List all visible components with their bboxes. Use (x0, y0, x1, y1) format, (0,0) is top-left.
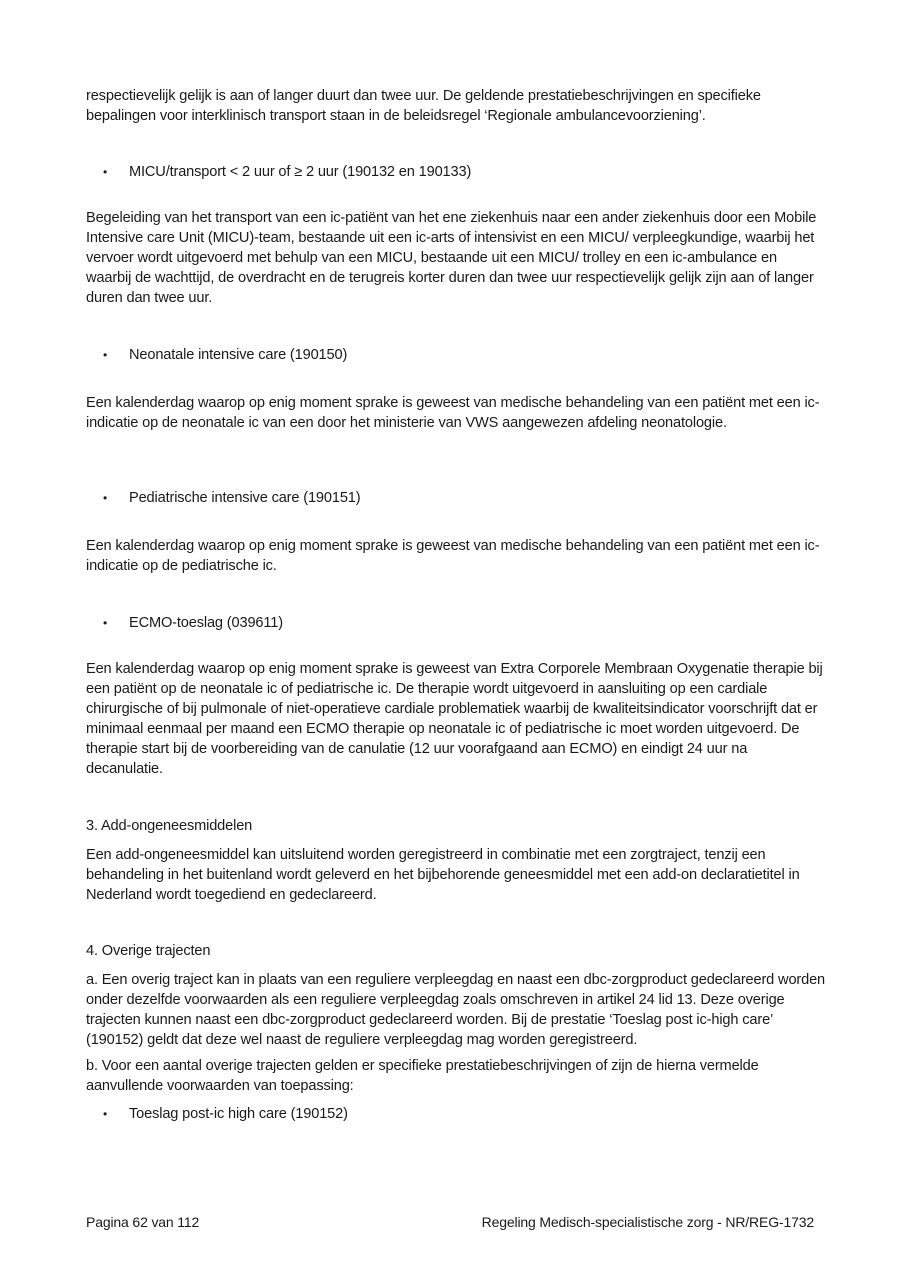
paragraph-add-ongeneesmiddelen: Een add-ongeneesmiddel kan uitsluitend worden geregistreerd in combinatie met een zorgtraject, tenzij een behandeling in het buitenland wordt geleverd en het bijbehorende geneesmiddel met een add-on declaratietitel in Nederland wordt toegediend en gedeclareerd. (86, 847, 800, 903)
bullet-text: ECMO-toeslag (039611) (129, 615, 283, 631)
section-heading-add-ongeneesmiddelen: 3. Add-ongeneesmiddelen (86, 818, 253, 834)
bullet-icon: • (103, 348, 108, 362)
paragraph-micu-description: Begeleiding van het transport van een ic-patiënt van het ene ziekenhuis naar een ander ziekenhuis door een Mobile Intensive care Unit (MICU)-team, bestaande uit een ic-arts of intensivist en een MICU/ verpleegkundige, waarbij het vervoer wordt uitgevoerd met behulp van een MICU, bestaande uit een MICU/ trolley en een ic-ambulance en waarbij de wachttijd, de overdracht en de terugreis korter duren dan twee uur respectievelijk gelijk zijn aan of langer duren dan twee uur. (86, 210, 817, 306)
bullet-text: Neonatale intensive care (190150) (129, 347, 348, 363)
bullet-item-pediatric (103, 488, 360, 508)
paragraph-ecmo-description: Een kalenderdag waarop op enig moment sprake is geweest van Extra Corporele Membraan Oxygenatie therapie bij een patiënt op de neonatale ic of pediatrische ic. De therapie wordt uitgevoerd in aansluiting op een cardiale chirurgische of bij pulmonale of niet-operatieve cardiale problematiek waarbij de kwaliteitsindicator voorschrijft dat er minimaal eenmaal per maand een ECMO therapie op neonatale ic of pediatrische ic moet worden uitgevoerd. De therapie start bij de voorbereiding van de canulatie (12 uur voorafgaand aan ECMO) en eindigt 24 uur na decanulatie. (86, 661, 823, 777)
paragraph-intro: respectievelijk gelijk is aan of langer duurt dan twee uur. De geldende prestatiebeschrijvingen en specifieke bepalingen voor interklinisch transport staan in de beleidsregel ‘Regionale ambulancevoorziening’. (86, 88, 761, 124)
bullet-icon: • (103, 491, 108, 505)
paragraph-neonatal-description: Een kalenderdag waarop op enig moment sprake is geweest van medische behandeling van een patiënt met een ic-indicatie op de neonatale ic van een door het ministerie van VWS aangewezen afdeling neonatologie. (86, 395, 820, 431)
bullet-item-ecmo (103, 613, 283, 633)
paragraph-pediatric-description: Een kalenderdag waarop op enig moment sprake is geweest van medische behandeling van een patiënt met een ic-indicatie op de pediatrische ic. (86, 538, 820, 574)
bullet-item-toeslag (103, 1104, 348, 1124)
bullet-item-micu (103, 162, 471, 182)
bullet-icon: • (103, 165, 108, 179)
bullet-icon: • (103, 1107, 108, 1121)
paragraph-overige-b: b. Voor een aantal overige trajecten gelden er specifieke prestatiebeschrijvingen of zijn de hierna vermelde aanvullende voorwaarden van toepassing: (86, 1058, 759, 1094)
bullet-text: MICU/transport < 2 uur of ≥ 2 uur (190132 en 190133) (129, 164, 472, 180)
bullet-text: Pediatrische intensive care (190151) (129, 490, 361, 506)
bullet-icon: • (103, 616, 108, 630)
section-heading-overige-trajecten: 4. Overige trajecten (86, 943, 211, 959)
footer-document-title: Regeling Medisch-specialistische zorg - NR/REG-1732 (481, 1214, 814, 1230)
footer-page-number: Pagina 62 van 112 (86, 1214, 200, 1230)
bullet-text: Toeslag post-ic high care (190152) (129, 1106, 348, 1122)
bullet-item-neonatal (103, 345, 347, 365)
paragraph-overige-a: a. Een overig traject kan in plaats van een reguliere verpleegdag en naast een dbc-zorgproduct gedeclareerd worden onder dezelfde voorwaarden als een reguliere verpleegdag zoals omschreven in artikel 24 lid 13. Deze overige trajecten kunnen naast een dbc-zorgproduct gedeclareerd worden. Bij de prestatie ‘Toeslag post ic-high care’ (190152) geldt dat deze wel naast de reguliere verpleegdag mag worden geregistreerd. (86, 972, 826, 1048)
